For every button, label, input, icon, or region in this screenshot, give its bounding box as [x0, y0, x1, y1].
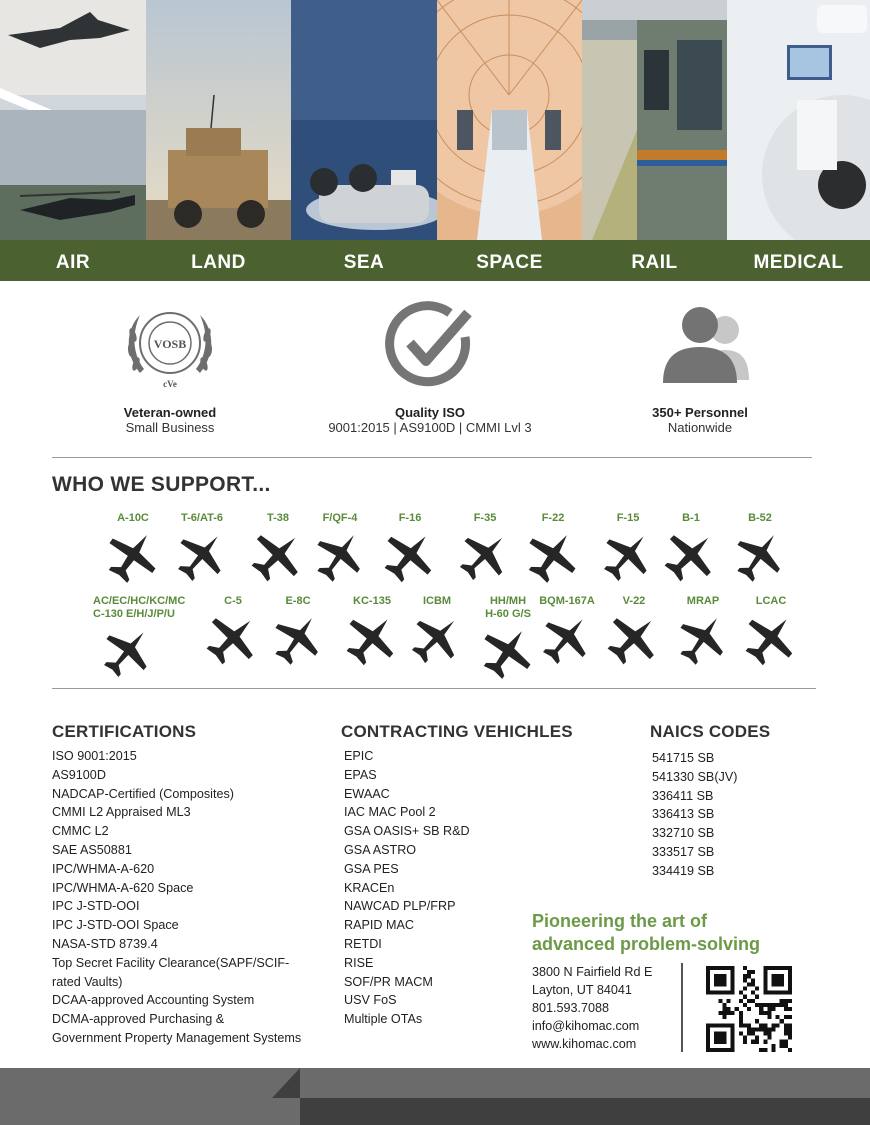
naics-title: NAICS CODES: [650, 722, 771, 741]
contracting-item: Multiple OTAs: [344, 1012, 423, 1027]
aircraft-silhouette-icon: [409, 610, 465, 666]
website-link[interactable]: www.kihomac.com: [532, 1037, 637, 1051]
tagline-line: Pioneering the art of: [532, 911, 708, 931]
sea-photo: [291, 0, 437, 240]
category-medical: MEDICAL: [753, 252, 844, 273]
aircraft-row2-1: [198, 595, 268, 666]
aircraft-silhouette-icon: [743, 610, 799, 666]
certification-item: DCMA-approved Purchasing &: [52, 1012, 225, 1027]
contracting-item: SOF/PR MACM: [344, 974, 433, 989]
aircraft-silhouette-icon: [250, 527, 306, 583]
aircraft-label: AC/EC/HC/KC/MC C-130 E/H/J/P/U: [93, 595, 186, 620]
certification-item: AS9100D: [52, 767, 106, 782]
aircraft-label: A-10C: [117, 512, 149, 524]
naics-item: 336413 SB: [652, 807, 715, 822]
aircraft-label: V-22: [622, 595, 646, 607]
vosb-badge: [100, 295, 240, 435]
iso-badge: [300, 295, 560, 435]
aircraft-silhouette-icon: [270, 610, 326, 666]
aircraft-silhouette-icon: [312, 527, 368, 583]
aircraft-label: F-16: [398, 512, 422, 524]
aircraft-silhouette-icon: [539, 610, 595, 666]
aircraft-label: T-38: [266, 512, 289, 524]
naics-list: [652, 749, 737, 881]
aircraft-row2-3: [337, 595, 407, 666]
personnel-badge: [625, 295, 775, 435]
contracting-item: EPIC: [344, 749, 374, 763]
aircraft-silhouette-icon: [525, 527, 581, 583]
contracting-item: GSA ASTRO: [344, 842, 417, 857]
aircraft-row2-2: [263, 595, 333, 666]
certifications-list: [52, 747, 301, 1048]
naics-item: 541330 SB(JV): [652, 769, 738, 784]
category-air: AIR: [55, 252, 91, 273]
iso-title: Quality ISO: [394, 405, 466, 420]
vosb-seal-mark: cVe: [163, 379, 177, 389]
aircraft-silhouette-icon: [457, 527, 513, 583]
certification-item: DCAA-approved Accounting System: [52, 993, 255, 1008]
aircraft-label: F-22: [541, 512, 565, 524]
aircraft-row2-9: [736, 595, 806, 666]
address-city: Layton, UT 84041: [532, 983, 632, 997]
aircraft-label: MRAP: [686, 595, 720, 607]
contracting-item: GSA OASIS+ SB R&D: [344, 824, 470, 839]
land-photo: [146, 0, 291, 240]
divider: [52, 457, 812, 458]
qr-code-icon[interactable]: [706, 966, 792, 1052]
category-land: LAND: [191, 252, 246, 273]
contact-block: [532, 963, 652, 1053]
aircraft-label: B-1: [682, 512, 700, 524]
aircraft-label: KC-135: [353, 595, 391, 607]
aircraft-row1-7: [593, 512, 663, 583]
vosb-seal-text: VOSB: [153, 337, 187, 351]
aircraft-label: F/QF-4: [322, 512, 358, 524]
naics-item: 336411 SB: [652, 788, 714, 803]
footer-notch: [272, 1068, 300, 1098]
vosb-title: Veteran-owned: [123, 405, 217, 420]
certification-item: NADCAP-Certified (Composites): [52, 786, 234, 801]
phone-number[interactable]: 801.593.7088: [532, 1001, 610, 1015]
vosb-subtitle: Small Business: [125, 420, 215, 435]
aircraft-row1-2: [243, 512, 313, 583]
certification-item: ISO 9001:2015: [52, 749, 137, 763]
aircraft-label: F-35: [473, 512, 497, 524]
aircraft-silhouette-icon: [205, 610, 261, 666]
certifications-title: CERTIFICATIONS: [52, 722, 197, 741]
certification-item: NASA-STD 8739.4: [52, 936, 158, 951]
aircraft-silhouette-icon: [600, 527, 656, 583]
vosb-seal-icon: [120, 295, 220, 395]
certification-item: rated Vaults): [52, 974, 123, 989]
contracting-item: IAC MAC Pool 2: [344, 805, 436, 820]
hero-banner: [0, 0, 870, 240]
category-bar: [0, 240, 870, 281]
people-icon: [645, 295, 755, 395]
certification-item: Top Secret Facility Clearance(SAPF/SCIF-: [52, 955, 290, 970]
naics-item: 334419 SB: [652, 863, 715, 878]
contracting-title: CONTRACTING VEHICHLES: [341, 722, 573, 741]
personnel-subtitle: Nationwide: [667, 420, 733, 435]
aircraft-label: C-5: [224, 595, 242, 607]
aircraft-silhouette-icon: [344, 610, 400, 666]
certification-item: IPC J-STD-OOI: [52, 899, 140, 914]
aircraft-silhouette-icon: [382, 527, 438, 583]
contracting-item: USV FoS: [344, 993, 397, 1008]
naics-item: 332710 SB: [652, 826, 715, 841]
contracting-item: EWAAC: [344, 786, 390, 801]
aircraft-row1-9: [725, 512, 795, 583]
aircraft-label: E-8C: [285, 595, 311, 607]
category-sea: SEA: [343, 252, 385, 273]
divider: [52, 688, 816, 689]
naics-item: 541715 SB: [652, 751, 715, 765]
certification-item: SAE AS50881: [52, 842, 132, 857]
contracting-item: RETDI: [344, 936, 382, 951]
aircraft-silhouette-icon: [174, 527, 230, 583]
aircraft-silhouette-icon: [100, 623, 156, 679]
contact-divider: [681, 963, 683, 1052]
rail-photo: [582, 0, 727, 240]
category-rail: RAIL: [631, 252, 678, 273]
aircraft-label: BQM-167A: [539, 595, 595, 607]
aircraft-row1-8: [656, 512, 726, 583]
tagline: [532, 910, 760, 956]
aircraft-silhouette-icon: [606, 610, 662, 666]
aircraft-row2-8: [668, 595, 738, 666]
aircraft-silhouette-icon: [480, 623, 536, 679]
aircraft-row1-1: [167, 512, 237, 583]
email-link[interactable]: info@kihomac.com: [532, 1019, 640, 1033]
aircraft-row1-0: [98, 512, 168, 583]
aircraft-row2-7: [599, 595, 669, 666]
category-space: SPACE: [476, 252, 543, 273]
aircraft-row2-6: [532, 595, 602, 666]
address-street: 3800 N Fairfield Rd E: [532, 965, 653, 979]
aircraft-label: B-52: [748, 512, 772, 524]
aircraft-label: LCAC: [755, 595, 787, 607]
aircraft-silhouette-icon: [732, 527, 788, 583]
contracting-item: NAWCAD PLP/FRP: [344, 899, 456, 914]
aircraft-row2-0: [93, 595, 186, 679]
contracting-item: KRACEn: [344, 880, 395, 895]
footer-dark-band: [300, 1098, 870, 1125]
aircraft-row1-3: [305, 512, 375, 583]
personnel-title: 350+ Personnel: [652, 405, 748, 420]
certification-item: Government Property Management Systems: [52, 1030, 302, 1045]
aircraft-label: T-6/AT-6: [181, 512, 223, 524]
certification-item: CMMI L2 Appraised ML3: [52, 805, 191, 820]
space-photo: [437, 0, 582, 240]
contracting-item: GSA PES: [344, 861, 399, 876]
checkmark-icon: [380, 295, 480, 395]
aircraft-label: ICBM: [422, 595, 452, 607]
aircraft-row2-4: [402, 595, 472, 666]
naics-item: 333517 SB: [652, 844, 715, 859]
certification-item: IPC J-STD-OOI Space: [52, 918, 179, 933]
contracting-list: [344, 747, 470, 1029]
aircraft-row1-5: [450, 512, 520, 583]
who-we-support-title: WHO WE SUPPORT...: [52, 473, 271, 496]
aircraft-row1-4: [375, 512, 445, 583]
aircraft-label: F-15: [616, 512, 640, 524]
aircraft-silhouette-icon: [675, 610, 731, 666]
contracting-item: RISE: [344, 955, 374, 970]
medical-photo: [727, 0, 870, 240]
contracting-item: EPAS: [344, 767, 377, 782]
certification-item: IPC/WHMA-A-620: [52, 861, 155, 876]
tagline-line: advanced problem-solving: [532, 934, 761, 954]
aircraft-silhouette-icon: [663, 527, 719, 583]
certification-item: CMMC L2: [52, 824, 109, 839]
aircraft-row1-6: [518, 512, 588, 583]
certification-item: IPC/WHMA-A-620 Space: [52, 880, 194, 895]
contracting-item: RAPID MAC: [344, 918, 414, 933]
air-photo: [0, 0, 146, 240]
aircraft-silhouette-icon: [105, 527, 161, 583]
aircraft-label: HH/MH H-60 G/S: [485, 595, 531, 620]
iso-subtitle: 9001:2015 | AS9100D | CMMI Lvl 3: [328, 420, 532, 435]
